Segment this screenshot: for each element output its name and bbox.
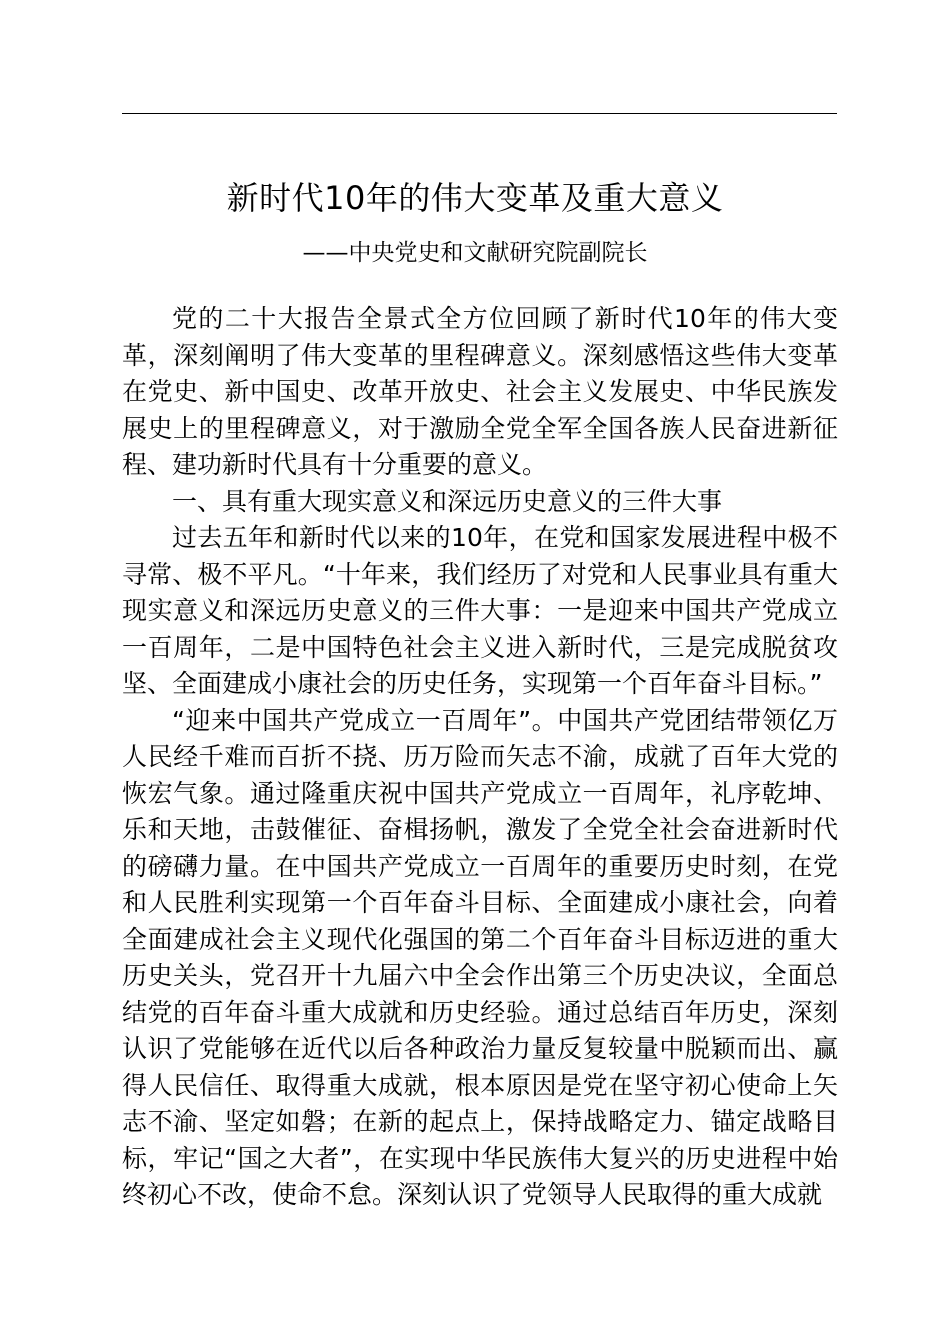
document-title: 新时代10年的伟大变革及重大意义 [226,179,724,217]
paragraph-centenary: “迎来中国共产党成立一百周年”。中国共产党团结带领亿万人民经千难而百折不挠、历万险而矢志不渝，成就了百年大党的恢宏气象。通过隆重庆祝中国共产党成立一百周年，礼序乾坤、乐和天地，击鼓催征、奋楫扬帆，激发了全党全社会奋进新时代的磅礴力量。在中国共产党成立一百周年的重要历史时刻，在党和人民胜利实现第一个百年奋斗目标、全面建成小康社会，向着全面建成社会主义现代化强国的第二个百年奋斗目标迈进的重大历史关头，党召开十九届六中全会作出第三个历史决议，全面总结党的百年奋斗重大成就和历史经验。通过总结百年历史，深刻认识了党能够在近代以后各种政治力量反复较量中脱颖而出、赢得人民信任、取得重大成就，根本原因是党在坚守初心使命上矢志不渝、坚定如磐；在新的起点上，保持战略定力、锚定战略目标，牢记“国之大者”，在实现中华民族伟大复兴的历史进程中始终初心不改，使命不怠。深刻认识了党领导人民取得的重大成就 [122,705,838,1209]
paragraph-three-events: 过去五年和新时代以来的10年，在党和国家发展进程中极不寻常、极不平凡。“十年来，我们经历了对党和人民事业具有重大现实意义和深远历史意义的三件大事：一是迎来中国共产党成立一百周年，二是中国特色社会主义进入新时代，三是完成脱贫攻坚、全面建成小康社会的历史任务，实现第一个百年奋斗目标。” [122,523,838,698]
document-subtitle: ——中央党史和文献研究院副院长 [302,240,648,266]
document-body [122,301,838,1214]
section-heading: 一、具有重大现实意义和深远历史意义的三件大事 [172,486,723,516]
header-rule [122,113,837,114]
paragraph-intro: 党的二十大报告全景式全方位回顾了新时代10年的伟大变革，深刻阐明了伟大变革的里程碑意义。深刻感悟这些伟大变革在党史、新中国史、改革开放史、社会主义发展史、中华民族发展史上的里程碑意义，对于激励全党全军全国各族人民奋进新征程、建功新时代具有十分重要的意义。 [122,304,838,479]
